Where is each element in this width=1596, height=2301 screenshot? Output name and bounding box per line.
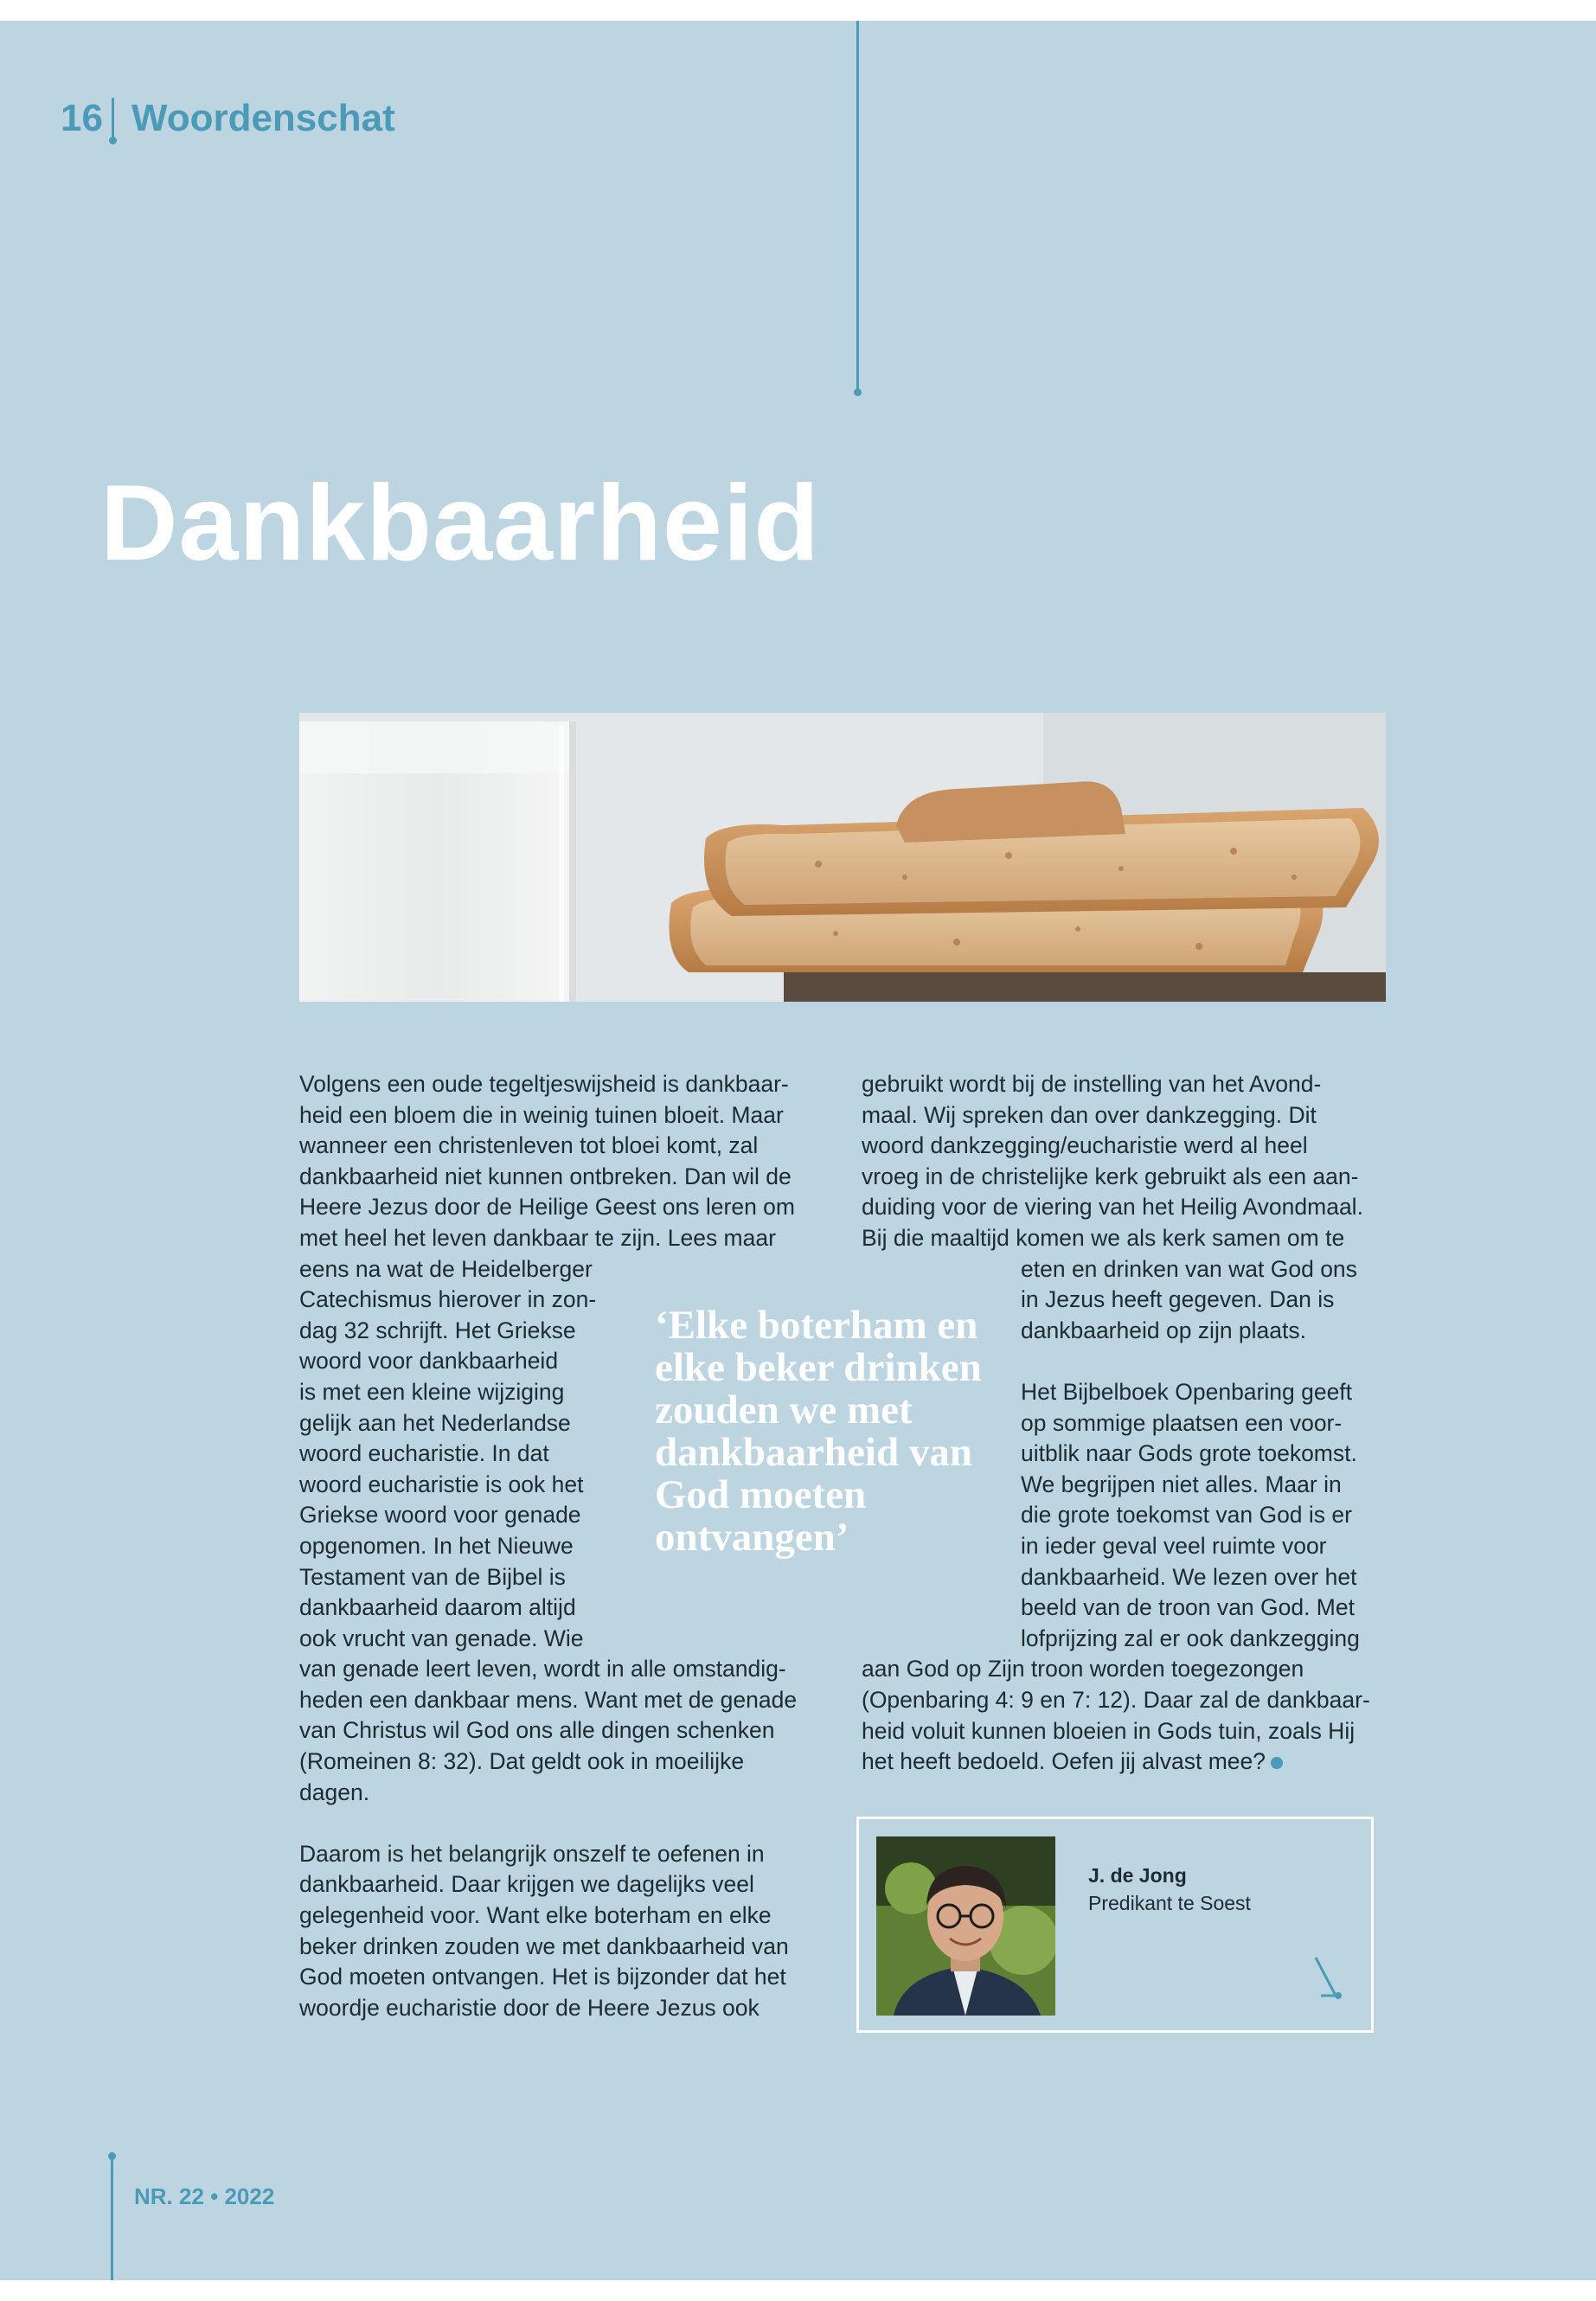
article-text-line: uitblik naar Gods grote toekomst. — [1021, 1440, 1357, 1467]
article-photo-bread-and-milk — [299, 713, 1386, 1002]
article-text-line: beeld van de troon van God. Met — [1021, 1594, 1355, 1621]
paragraph-gap — [299, 1808, 836, 1839]
author-role: Predikant te Soest — [1088, 1892, 1251, 1914]
article-text-line: opgenomen. In het Nieuwe — [299, 1532, 574, 1559]
article-text-line: het heeft bedoeld. Oefen jij alvast mee? — [862, 1747, 1398, 1778]
issue-footer: NR. 22 • 2022 — [134, 2183, 275, 2209]
article-text-line: dagen. — [299, 1779, 370, 1805]
article-text-line: Bij die maaltijd komen we als kerk samen om te — [862, 1224, 1345, 1251]
page-number: 16 — [61, 97, 103, 139]
article-text-line: dag 32 schrijft. Het Griekse — [299, 1317, 576, 1343]
article-text-line: heid voluit kunnen bloeien in Gods tuin, zoals Hij — [862, 1717, 1356, 1744]
article-text-line: duiding voor de viering van het Heilig Avondmaal. — [862, 1194, 1363, 1221]
article-text-line: die grote toekomst van God is er — [1021, 1502, 1352, 1529]
article-text-line: dankbaarheid. Daar krijgen we dagelijks veel — [299, 1871, 754, 1898]
article-text-line: Volgens een oude tegeltjeswijsheid is dankbaar- — [299, 1071, 789, 1097]
article-text-line: eens na wat de Heidelberger — [299, 1255, 593, 1282]
article-text-line: met heel het leven dankbaar te zijn. Lees maar — [299, 1224, 776, 1251]
article-text-line: eten en drinken van wat God ons — [1021, 1255, 1357, 1282]
pull-quote: ‘Elke boterham en elke beker drinken zouden we met dankbaarheid van God moeten ontvangen’ — [655, 1303, 982, 1560]
decorative-vertical-line-bottom — [111, 2157, 113, 2280]
article-text-line: God moeten ontvangen. Het is bijzonder dat het — [299, 1964, 786, 1990]
paragraph-gap — [1021, 1346, 1393, 1377]
article-text-line: in ieder geval veel ruimte voor — [1021, 1532, 1327, 1559]
article-text-line: gebruikt wordt bij de instelling van het Avond- — [862, 1071, 1322, 1097]
article-text-line: maal. Wij spreken dan over dankzegging. Dit — [862, 1101, 1317, 1128]
article-text-line: heden een dankbaar mens. Want met de genade — [299, 1686, 798, 1713]
page-header — [61, 97, 395, 140]
article-text-line: op sommige plaatsen een voor- — [1021, 1409, 1343, 1436]
article-text-line: Daarom is het belangrijk onszelf te oefenen in — [299, 1840, 765, 1867]
article-text-line: van genade leert leven, wordt in alle omstandig- — [299, 1656, 786, 1682]
author-photo — [876, 1836, 1055, 2016]
decorative-vertical-line-top — [856, 21, 859, 391]
header-divider — [112, 98, 114, 139]
article-text-line: dankbaarheid op zijn plaats. — [1021, 1317, 1307, 1343]
author-name: J. de Jong — [1088, 1864, 1187, 1887]
article-text-line: van Christus wil God ons alle dingen schenken — [299, 1717, 775, 1744]
article-right-column-top — [862, 1069, 1398, 1254]
section-name: Woordenschat — [131, 97, 395, 139]
article-text-line: vroeg in de christelijke kerk gebruikt als een aan- — [862, 1163, 1359, 1189]
article-right-column-bottom — [862, 1654, 1398, 1777]
article-right-column-indented — [1021, 1254, 1393, 1655]
article-text-line: is met een kleine wijziging — [299, 1378, 565, 1405]
article-text-line: ook vrucht van genade. Wie — [299, 1625, 584, 1651]
article-text-line: dankbaarheid niet kunnen ontbreken. Dan wil de — [299, 1163, 792, 1189]
article-text-line: Heere Jezus door de Heilige Geest ons leren om — [299, 1194, 795, 1221]
article-text-line: Testament van de Bijbel is — [299, 1563, 566, 1590]
article-text-line: aan God op Zijn troon worden toegezongen — [862, 1656, 1304, 1682]
author-box — [856, 1817, 1374, 2033]
article-text-line: woord dankzegging/eucharistie werd al heel — [862, 1132, 1308, 1159]
article-text-line: gelegenheid voor. Want elke boterham en elke — [299, 1902, 772, 1929]
article-text-line: lofprijzing zal er ook dankzegging — [1021, 1625, 1360, 1651]
article-text-line: woord eucharistie. In dat — [299, 1440, 549, 1467]
article-text-line: beker drinken zouden we met dankbaarheid van — [299, 1932, 789, 1959]
article-text-line: woord eucharistie is ook het — [299, 1471, 584, 1497]
article-text-line: Het Bijbelboek Openbaring geeft — [1021, 1378, 1353, 1405]
article-text-line: dankbaarheid daarom altijd — [299, 1594, 576, 1621]
article-text-line: gelijk aan het Nederlandse — [299, 1409, 571, 1436]
end-of-article-dot-icon — [1271, 1757, 1283, 1769]
article-text-line: Catechismus hierover in zon- — [299, 1286, 597, 1313]
article-text-line: woordje eucharistie door de Heere Jezus ook — [299, 1994, 760, 2021]
article-text-line: Griekse woord voor genade — [299, 1502, 581, 1529]
article-title: Dankbaarheid — [100, 464, 821, 583]
article-text-line: dankbaarheid. We lezen over het — [1021, 1563, 1357, 1590]
article-text-line: heid een bloem die in weinig tuinen bloeit. Maar — [299, 1101, 784, 1128]
article-text-line: (Romeinen 8: 32). Dat geldt ook in moeilijke — [299, 1748, 745, 1775]
article-text-line: (Openbaring 4: 9 en 7: 12). Daar zal de dankbaar- — [862, 1686, 1370, 1713]
article-text-line: woord voor dankbaarheid — [299, 1348, 559, 1375]
article-text-line: in Jezus heeft gegeven. Dan is — [1021, 1286, 1335, 1313]
author-arrow-icon — [1312, 1954, 1347, 2006]
article-text-line: wanneer een christenleven tot bloei komt, zal — [299, 1132, 759, 1159]
magazine-page — [0, 21, 1596, 2280]
article-text-line: We begrijpen niet alles. Maar in — [1021, 1471, 1342, 1497]
